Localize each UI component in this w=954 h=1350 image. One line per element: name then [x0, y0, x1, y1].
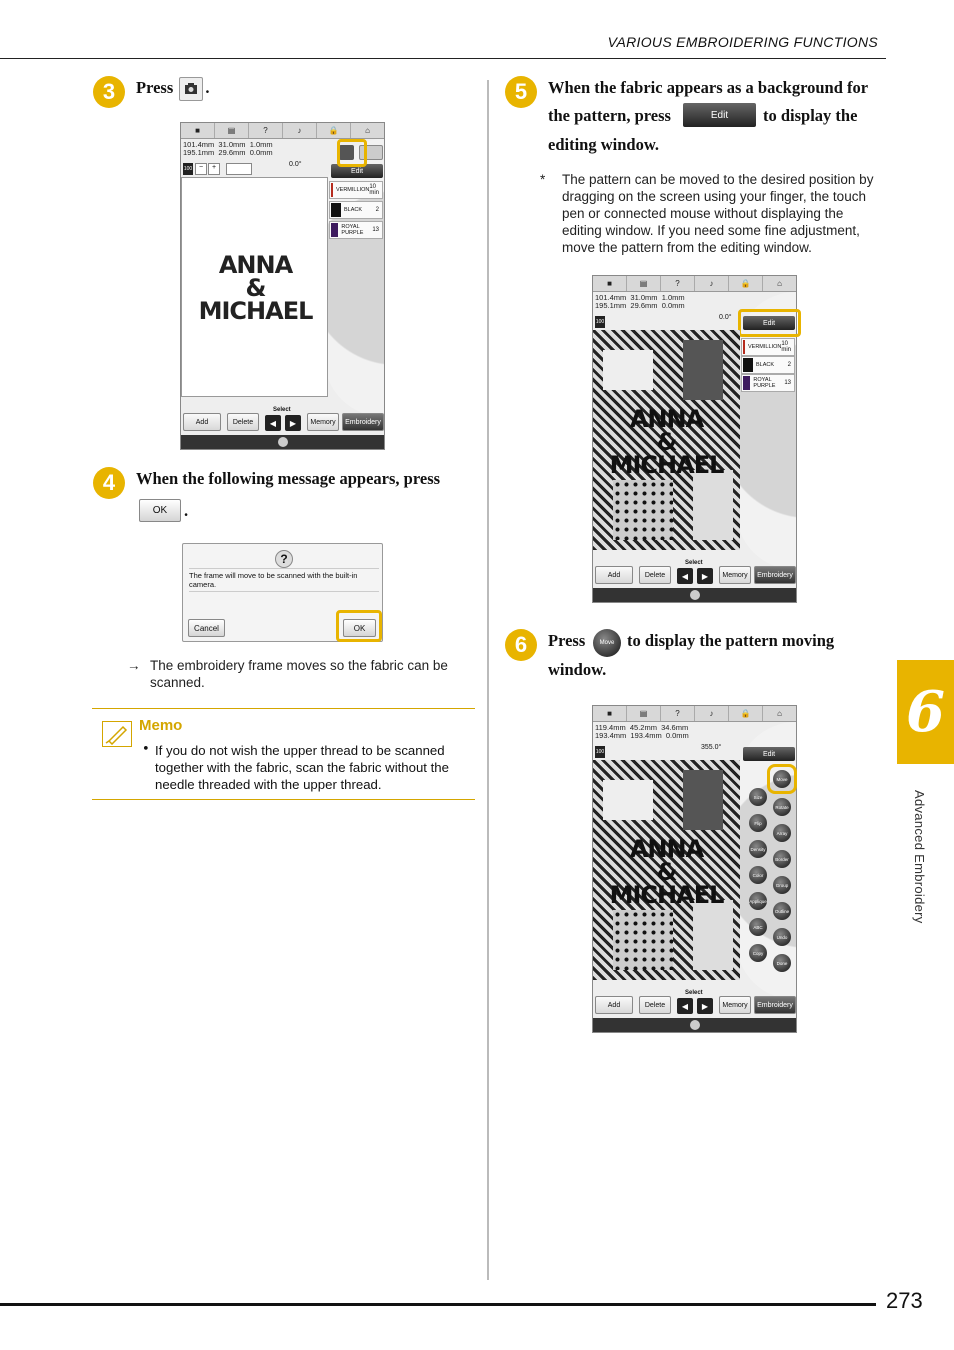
scan-dialog — [182, 543, 383, 642]
bottom-bar — [593, 588, 796, 602]
thread-1[interactable]: VERMILLION 10 min — [741, 338, 795, 356]
array-button[interactable]: Array — [773, 824, 791, 842]
edit-button-highlight — [738, 309, 801, 337]
pencil-icon — [102, 721, 132, 747]
settings-icon[interactable]: ♪ — [695, 706, 729, 721]
fabric-background[interactable] — [593, 760, 740, 980]
screen-embroidery-edit — [180, 122, 385, 450]
zoom-level: 100 — [595, 316, 605, 328]
copy-button[interactable]: Copy — [749, 944, 767, 962]
section-label: Advanced Embroidery — [912, 790, 927, 924]
add-button[interactable]: Add — [183, 413, 221, 431]
question-icon: ? — [275, 550, 293, 568]
screen-editing-window — [592, 705, 797, 1033]
step-6-text: to display the pattern moving — [627, 631, 835, 650]
memory-button[interactable]: Memory — [719, 996, 751, 1014]
angle-readout: 0.0° — [289, 161, 302, 168]
pattern-anna-michael: ANNA & MICHAEL — [198, 251, 313, 325]
embroidery-button[interactable]: Embroidery — [754, 566, 796, 584]
home-icon[interactable]: ■ — [593, 706, 627, 721]
flip-button[interactable]: Flip — [749, 814, 767, 832]
lock-icon[interactable]: 🔒 — [729, 276, 763, 291]
step-6-press: Press — [548, 631, 586, 650]
chapter-tab: 6 — [897, 660, 954, 764]
size-button[interactable]: Size — [749, 788, 767, 806]
cancel-button[interactable]: Cancel — [188, 619, 225, 637]
step-4-period: . — [184, 501, 189, 520]
step-6-number: 6 — [505, 629, 537, 661]
screen-toolbar — [593, 706, 796, 722]
pattern-info: 119.4mm 45.2mm 34.6mm 193.4mm 193.4mm 0.0mm — [595, 723, 689, 740]
pattern-anna-michael: ANNA & MICHAEL — [609, 835, 724, 909]
move-button-highlight — [767, 764, 797, 794]
pan-icon[interactable] — [226, 163, 252, 175]
header-rule — [0, 58, 886, 59]
home-icon[interactable]: ■ — [593, 276, 627, 291]
step-4-text: When the following message appears, press — [136, 469, 441, 488]
scan-button-highlight — [337, 139, 367, 167]
help-icon[interactable]: ? — [661, 276, 695, 291]
camera-scan-icon — [179, 77, 203, 101]
dialog-message: The frame will move to be scanned with the built-in camera. — [189, 568, 379, 592]
step-6-line2: window. — [548, 660, 607, 679]
rotate-button[interactable]: Rotate — [773, 798, 791, 816]
thread-3[interactable]: ROYAL PURPLE 13 — [741, 374, 795, 392]
help-icon[interactable]: ? — [661, 706, 695, 721]
color-button[interactable]: Color — [749, 866, 767, 884]
chevron-down-icon[interactable] — [690, 1020, 700, 1030]
select-next-button[interactable]: ▶ — [285, 415, 301, 431]
screen-toolbar — [181, 123, 384, 139]
select-prev-button[interactable]: ◀ — [677, 568, 693, 584]
undo-button[interactable]: Undo — [773, 928, 791, 946]
dialog-ok-button[interactable]: OK — [343, 619, 376, 637]
running-header: VARIOUS EMBROIDERING FUNCTIONS — [607, 34, 878, 50]
home-icon[interactable]: ■ — [181, 123, 215, 138]
home-screen-icon[interactable]: ⌂ — [777, 709, 782, 718]
done-button[interactable]: Done — [773, 954, 791, 972]
move-button-inline: Move — [593, 629, 621, 657]
density-button[interactable]: Density — [749, 840, 767, 858]
lock-icon[interactable]: 🔒 — [317, 123, 351, 138]
pattern-anna-michael: ANNA & MICHAEL — [609, 405, 724, 479]
select-next-button[interactable]: ▶ — [697, 998, 713, 1014]
pattern-info: 101.4mm 31.0mm 1.0mm 195.1mm 29.6mm 0.0mm — [595, 293, 685, 310]
chevron-down-icon[interactable] — [278, 437, 288, 447]
settings-icon[interactable]: ♪ — [695, 276, 729, 291]
memo-text: If you do not wish the upper thread to be scanned together with the fabric, scan the fabric without the needle threaded with the upper thread. — [155, 743, 449, 792]
embroidery-button[interactable]: Embroidery — [342, 413, 384, 431]
step-5-line1: When the fabric appears as a background for — [548, 78, 869, 97]
thread-3[interactable]: ROYAL PURPLE 13 — [329, 221, 383, 239]
step-3-period: . — [205, 78, 210, 97]
home-screen-icon[interactable]: ⌂ — [777, 279, 782, 288]
delete-button[interactable]: Delete — [227, 413, 259, 431]
select-prev-button[interactable]: ◀ — [265, 415, 281, 431]
step-4-result: The embroidery frame moves so the fabric can be scanned. — [150, 658, 448, 690]
step-5-line2-b: to display the — [763, 106, 858, 125]
arrow-mark: → — [127, 658, 141, 673]
screen-fabric-background — [592, 275, 797, 603]
pattern-info: 101.4mm 31.0mm 1.0mm 195.1mm 29.6mm 0.0mm — [183, 140, 273, 157]
edit-button[interactable]: Edit — [331, 164, 383, 178]
home-screen-icon[interactable]: ⌂ — [365, 126, 370, 135]
step-3-press: Press — [136, 78, 174, 97]
memo-title: Memo — [139, 717, 183, 734]
zoom-level: 100 — [595, 746, 605, 758]
screen-toolbar — [593, 276, 796, 292]
step-5-number: 5 — [505, 76, 537, 108]
move-button[interactable]: Move — [773, 770, 791, 788]
outline-button[interactable]: Outline — [773, 902, 791, 920]
page-icon[interactable]: ▤ — [627, 706, 661, 721]
page-number: 273 — [886, 1288, 923, 1313]
edit-button[interactable]: Edit — [743, 316, 795, 330]
zoom-level: 100 — [183, 163, 193, 175]
lock-icon[interactable]: 🔒 — [729, 706, 763, 721]
add-button[interactable]: Add — [595, 566, 633, 584]
applique-button[interactable]: Applique — [749, 892, 767, 910]
page-icon[interactable]: ▤ — [627, 276, 661, 291]
angle-readout: 355.0° — [701, 744, 722, 751]
memo-box — [92, 708, 475, 800]
fabric-background[interactable] — [593, 330, 740, 550]
footer-rule — [0, 1303, 876, 1306]
step-4-number: 4 — [93, 467, 125, 499]
memory-button[interactable]: Memory — [719, 566, 751, 584]
zoom-out-icon[interactable]: − — [195, 163, 207, 175]
border-button[interactable]: Border — [773, 850, 791, 868]
select-label: Select — [685, 560, 703, 566]
edit-button-inline: Edit — [683, 103, 756, 127]
step-5-line3: editing window. — [548, 135, 659, 154]
delete-button[interactable]: Delete — [639, 566, 671, 584]
step-5-line2-a: the pattern, press — [548, 106, 671, 125]
select-label: Select — [273, 407, 291, 413]
angle-readout: 0.0° — [719, 314, 732, 321]
ok-highlight — [336, 610, 382, 642]
column-divider — [487, 80, 489, 1280]
thread-2[interactable]: BLACK 2 — [741, 356, 795, 374]
bottom-bar — [593, 1018, 796, 1032]
embroidery-button[interactable]: Embroidery — [754, 996, 796, 1014]
ok-button-inline: OK — [139, 499, 181, 522]
thread-1[interactable]: VERMILLION 10 min — [329, 181, 383, 199]
memory-button[interactable]: Memory — [307, 413, 339, 431]
bottom-bar — [181, 435, 384, 449]
abc-button[interactable]: ABC — [749, 918, 767, 936]
help-icon[interactable]: ? — [249, 123, 283, 138]
delete-button[interactable]: Delete — [639, 996, 671, 1014]
select-next-button[interactable]: ▶ — [697, 568, 713, 584]
settings-icon[interactable]: ♪ — [283, 123, 317, 138]
add-button[interactable]: Add — [595, 996, 633, 1014]
step-3-number: 3 — [93, 76, 125, 108]
memo-bullet: • — [142, 742, 150, 757]
zoom-in-icon[interactable]: + — [208, 163, 220, 175]
edit-button[interactable]: Edit — [743, 747, 795, 761]
select-label: Select — [685, 990, 703, 996]
thread-2[interactable]: BLACK 2 — [329, 201, 383, 219]
step-3-text — [136, 74, 210, 102]
note-mark: * — [540, 172, 546, 187]
group-button[interactable]: Group — [773, 876, 791, 894]
select-prev-button[interactable]: ◀ — [677, 998, 693, 1014]
page-icon[interactable]: ▤ — [215, 123, 249, 138]
chevron-down-icon[interactable] — [690, 590, 700, 600]
embroidery-canvas[interactable] — [181, 177, 328, 397]
step-5-note: The pattern can be moved to the desired position by dragging on the screen using your finger, the touch pen or connected mouse without displaying the editing window. If you need some fine adjustment, move the pattern from the editing window. — [562, 172, 874, 255]
